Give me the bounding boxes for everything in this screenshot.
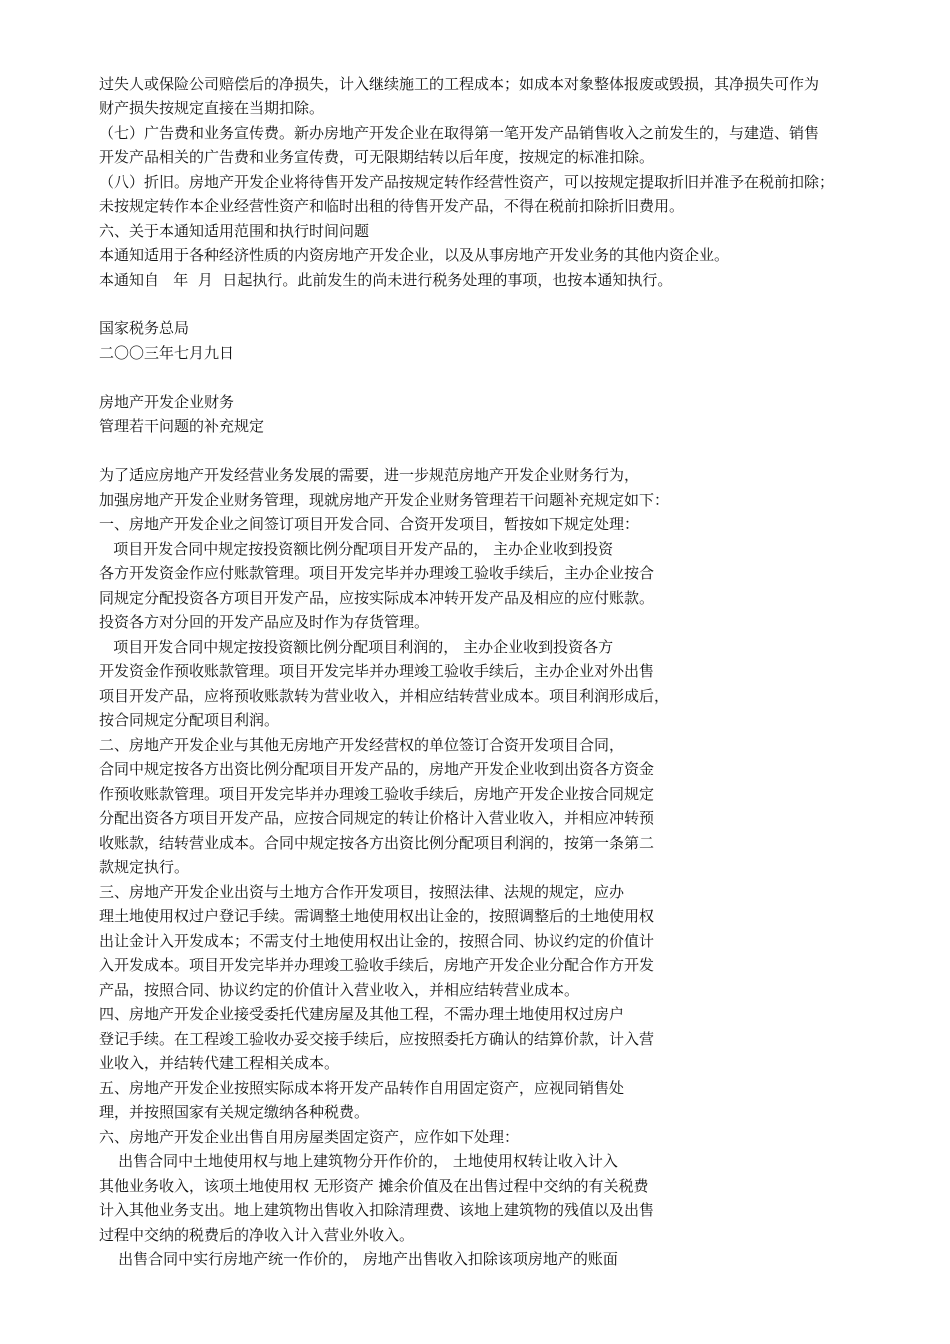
text-line: 未按规定转作本企业经营性资产和临时出租的待售开发产品，不得在税前扣除折旧费用。 [99,197,694,215]
text-line: 各方开发资金作应付账款管理。项目开发完毕并办理竣工验收手续后，主办企业按合 [99,564,664,582]
text-line: 加强房地产开发企业财务管理，现就房地产开发企业财务管理若干问题补充规定如下： [99,491,679,509]
text-line: 房地产开发企业财务 [99,393,244,411]
text-line: 六、关于本通知适用范围和执行时间问题 [99,222,374,240]
text-line: 款规定执行。 [99,858,199,876]
text-line: 一、房地产开发企业之间签订项目开发合同、合资开发项目，暂按如下规定处理： [99,515,649,533]
text-line: 本通知自 年 月 日起执行。此前发生的尚未进行税务处理的事项，也按本通知执行。 [99,271,682,289]
text-line: 出售合同中实行房地产统一作价的， 房地产出售收入扣除该项房地产的账面 [99,1250,628,1268]
text-line: 合同中规定按各方出资比例分配项目开发产品的，房地产开发企业收到出资各方资金 [99,760,664,778]
text-line: （八）折旧。房地产开发企业将待售开发产品按规定转作经营性资产，可以按规定提取折旧并准予在税前扣除； [99,173,835,191]
text-line: 计入其他业务支出。地上建筑物出售收入扣除清理费、该地上建筑物的残值以及出售 [99,1201,664,1219]
text-line: 出售合同中土地使用权与地上建筑物分开作价的， 土地使用权转让收入计入 [99,1152,628,1170]
text-line: 过失人或保险公司赔偿后的净损失，计入继续施工的工程成本；如成本对象整体报废或毁损，其净损失可作为 [99,75,820,93]
text-line: 同规定分配投资各方项目开发产品，应按实际成本冲转开发产品及相应的应付账款。 [99,589,664,607]
text-line: 开发资金作预收账款管理。项目开发完毕并办理竣工验收手续后，主办企业对外出售 [99,662,664,680]
text-line: 分配出资各方项目开发产品，应按合同规定的转让价格计入营业收入，并相应冲转预 [99,809,664,827]
text-line: 业收入，并结转代建工程相关成本。 [99,1054,349,1072]
text-line: 国家税务总局 [99,319,199,337]
text-line: 项目开发合同中规定按投资额比例分配项目利润的， 主办企业收到投资各方 [99,638,623,656]
text-line: 本通知适用于各种经济性质的内资房地产开发企业，以及从事房地产开发业务的其他内资企业。 [99,246,739,264]
text-line: 开发产品相关的广告费和业务宣传费，可无限期结转以后年度，按规定的标准扣除。 [99,148,664,166]
text-line: 出让金计入开发成本；不需支付土地使用权出让金的，按照合同、协议约定的价值计 [99,932,664,950]
text-line: 过程中交纳的税费后的净收入计入营业外收入。 [99,1226,424,1244]
text-line: 财产损失按规定直接在当期扣除。 [99,99,334,117]
text-line: 其他业务收入，该项土地使用权 无形资产 摊余价值及在出售过程中交纳的有关税费 [99,1177,659,1195]
text-line: 产品，按照合同、协议约定的价值计入营业收入，并相应结转营业成本。 [99,981,589,999]
text-line: 作预收账款管理。项目开发完毕并办理竣工验收手续后，房地产开发企业按合同规定 [99,785,664,803]
text-line: 管理若干问题的补充规定 [99,417,274,435]
text-line: 理土地使用权过户登记手续。需调整土地使用权出让金的，按照调整后的土地使用权 [99,907,664,925]
text-line: 二、房地产开发企业与其他无房地产开发经营权的单位签订合资开发项目合同， [99,736,634,754]
text-line: 投资各方对分回的开发产品应及时作为存货管理。 [99,613,439,631]
text-line: （七）广告费和业务宣传费。新办房地产开发企业在取得第一笔开发产品销售收入之前发生的，与建造、销售 [99,124,820,142]
text-line: 四、房地产开发企业接受委托代建房屋及其他工程，不需办理土地使用权过房户 [99,1005,634,1023]
text-line: 按合同规定分配项目利润。 [99,711,289,729]
text-line: 三、房地产开发企业出资与土地方合作开发项目，按照法律、法规的规定，应办 [99,883,634,901]
text-line: 项目开发产品，应将预收账款转为营业收入，并相应结转营业成本。项目利润形成后， [99,687,679,705]
text-line: 登记手续。在工程竣工验收办妥交接手续后，应按照委托方确认的结算价款，计入营 [99,1030,664,1048]
text-line: 入开发成本。项目开发完毕并办理竣工验收手续后，房地产开发企业分配合作方开发 [99,956,664,974]
text-line: 二〇〇三年七月九日 [99,344,235,362]
text-line: 项目开发合同中规定按投资额比例分配项目开发产品的， 主办企业收到投资 [99,540,623,558]
text-line: 收账款，结转营业成本。合同中规定按各方出资比例分配项目利润的，按第一条第二 [99,834,664,852]
text-line: 为了适应房地产开发经营业务发展的需要，进一步规范房地产开发企业财务行为， [99,466,649,484]
text-line: 理，并按照国家有关规定缴纳各种税费。 [99,1103,379,1121]
text-line: 五、房地产开发企业按照实际成本将开发产品转作自用固定资产，应视同销售处 [99,1079,634,1097]
text-line: 六、房地产开发企业出售自用房屋类固定资产，应作如下处理： [99,1128,529,1146]
